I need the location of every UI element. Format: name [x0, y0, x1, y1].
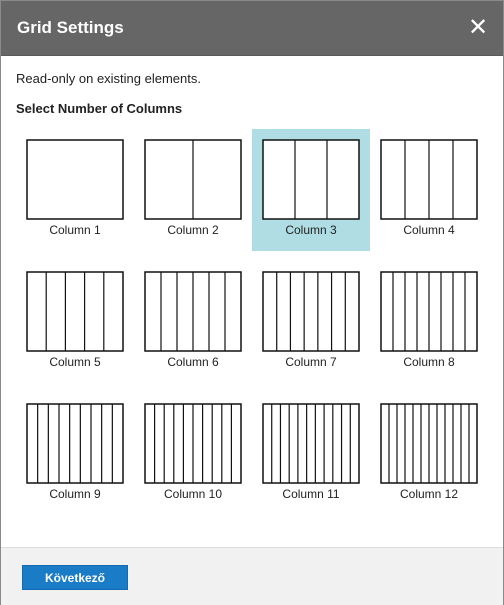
column-option-3[interactable] [252, 129, 370, 251]
column-option-4[interactable] [370, 129, 488, 251]
column-option-label: Column 1 [49, 223, 101, 237]
layout-frame [263, 404, 359, 483]
column-option-5[interactable] [16, 261, 134, 383]
read-only-note: Read-only on existing elements. [16, 71, 201, 86]
dialog-header [1, 1, 503, 56]
column-option-7[interactable] [252, 261, 370, 383]
next-button[interactable]: Következő [22, 565, 128, 590]
column-layout-icon [380, 139, 478, 220]
column-option-label: Column 2 [167, 223, 219, 237]
dialog-title: Grid Settings [17, 18, 124, 37]
column-options-grid [16, 129, 488, 529]
column-option-9[interactable] [16, 393, 134, 515]
layout-frame [263, 272, 359, 351]
column-layout-icon [380, 271, 478, 352]
column-layout-icon [262, 139, 360, 220]
column-option-label: Column 6 [167, 355, 219, 369]
column-option-label: Column 10 [163, 487, 223, 501]
column-layout-icon [262, 403, 360, 484]
column-option-label: Column 3 [285, 223, 337, 237]
column-option-12[interactable] [370, 393, 488, 515]
dialog-footer [1, 547, 503, 605]
column-layout-icon [26, 139, 124, 220]
layout-frame [27, 140, 123, 219]
column-option-label: Column 11 [282, 487, 340, 501]
layout-frame [27, 272, 123, 351]
column-option-6[interactable] [134, 261, 252, 383]
column-layout-icon [262, 271, 360, 352]
column-option-label: Column 5 [49, 355, 101, 369]
column-option-label: Column 9 [49, 487, 101, 501]
column-layout-icon [26, 403, 124, 484]
column-layout-icon [144, 271, 242, 352]
column-option-label: Column 12 [399, 487, 459, 501]
column-option-label: Column 7 [285, 355, 337, 369]
column-option-label: Column 4 [403, 223, 455, 237]
layout-frame [263, 140, 359, 219]
column-layout-icon [26, 271, 124, 352]
column-layout-icon [144, 139, 242, 220]
column-layout-icon [380, 403, 478, 484]
layout-frame [27, 404, 123, 483]
column-option-8[interactable] [370, 261, 488, 383]
column-option-1[interactable] [16, 129, 134, 251]
column-layout-icon [144, 403, 242, 484]
column-option-label: Column 8 [403, 355, 455, 369]
column-option-11[interactable] [252, 393, 370, 515]
close-icon[interactable]: ✕ [467, 13, 489, 41]
column-option-2[interactable] [134, 129, 252, 251]
column-option-10[interactable] [134, 393, 252, 515]
section-title: Select Number of Columns [16, 101, 183, 116]
